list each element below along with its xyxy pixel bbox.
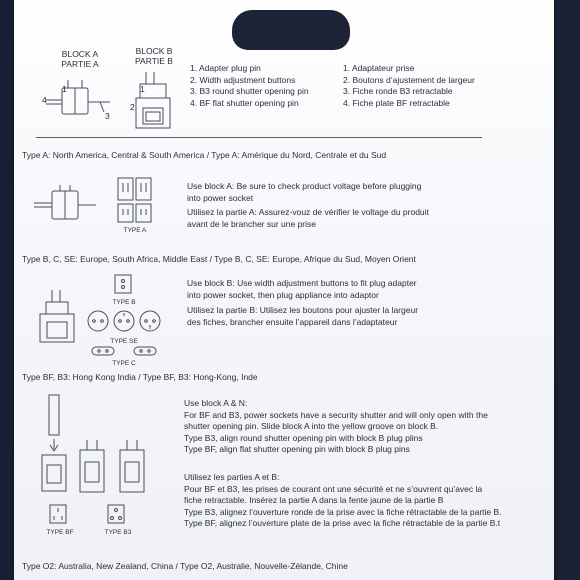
callout-2: 2 (130, 102, 135, 112)
type-bf-socket-illustration (50, 505, 70, 527)
callout-3: 3 (105, 111, 110, 121)
type-c-plug-illustration (92, 345, 162, 359)
block-a-illustration (40, 78, 115, 123)
b3-adapter-illustration (78, 440, 108, 495)
section-type-bf-heading: Type BF, B3: Hong Kong India / Type BF, B3: Hong-Kong, Inde (22, 372, 258, 382)
type-bf-text-en: Use block A & N: For BF and B3, power sockets have a security shutter and will only open with the shutter opening pin. Slide block A into the yellow groove on block B. Type B3, align round shutter opening pin with block B plug plins Type BF, align flat shutter opening pin with block B plug pins (184, 398, 488, 454)
type-b-text-en: Use block B: Use width adjustment buttons to fit plug adapter into power socket, then plug appliance into adaptor (187, 278, 417, 300)
section-type-a-heading: Type A: North America, Central & South America / Type A: Amérique du Nord, Centrale et du Sud (22, 150, 387, 160)
type-b-text-fr: Utilisez la partie B: Utilisez les boutons pour ajuster la largeur des fiches, brancher ensuite l’appareil dans l’adaptateur (187, 305, 419, 327)
bf-insertion-illustration (40, 395, 70, 495)
type-b3-socket-illustration (108, 505, 128, 527)
block-b-illustration (132, 70, 182, 130)
callout-4: 4 (42, 95, 47, 105)
type-a-text-fr: Utilisez la partie A: Assurez-vouz de vérifier le voltage du produit avant de le brancher sur une prise (187, 207, 429, 229)
type-se-socket-illustration (86, 308, 166, 338)
type-c-label: TYPE C (112, 360, 136, 367)
type-a-adapter-illustration (34, 185, 99, 225)
type-bf-text-fr: Utilisez les parties A et B: Pour BF et B3, les prises de courant ont une sécurité et ne s’ouvrent qu’avec la fiche retractable. Insérez la partie A dans la fente jaune de la partie B Type B3, alignez l’ouverture ronde de la prise avec la fiche rétractable de la partie B. Type BF, alignez l’ouverture plate de la prise avec la fiche rétractable de la partie B.t (184, 472, 502, 528)
type-b-label: TYPE B (112, 299, 136, 306)
type-b-socket-illustration (115, 275, 135, 297)
type-a-socket-illustration (118, 178, 158, 228)
hang-hole (232, 10, 350, 50)
block-b-label: BLOCK B PARTIE B (135, 46, 173, 66)
type-bf-label: TYPE BF (46, 529, 74, 536)
type-a-label: TYPE A (123, 227, 147, 234)
parts-list-en: 1. Adapter plug pin 2. Width adjustment buttons 3. B3 round shutter opening pin 4. BF flat shutter opening pin (190, 63, 309, 108)
type-se-label: TYPE SE (110, 338, 138, 345)
type-b3-label: TYPE B3 (104, 529, 132, 536)
parts-list-fr: 1. Adaptateur prise 2. Boutons d’ajustement de largeur 3. Fiche ronde B3 retractable 4. Fiche plate BF retractable (343, 63, 475, 108)
type-b-adapter-illustration (38, 290, 78, 345)
callout-1-a: 1 (62, 84, 67, 94)
section-type-b-heading: Type B, C, SE: Europe, South Africa, Middle East / Type B, C, SE: Europe, Afrique du Sud, Moyen Orient (22, 254, 416, 264)
bf-adapter-illustration (118, 440, 148, 495)
section-type-o2-heading: Type O2: Australia, New Zealand, China / Type O2, Australie, Nouvelle-Zélande, Chine (22, 561, 348, 571)
callout-1-b: 1 (140, 84, 145, 94)
block-a-label: BLOCK A PARTIE A (61, 49, 99, 69)
divider (36, 137, 482, 138)
type-a-text-en: Use block A: Be sure to check product voltage before plugging into power socket (187, 181, 422, 203)
